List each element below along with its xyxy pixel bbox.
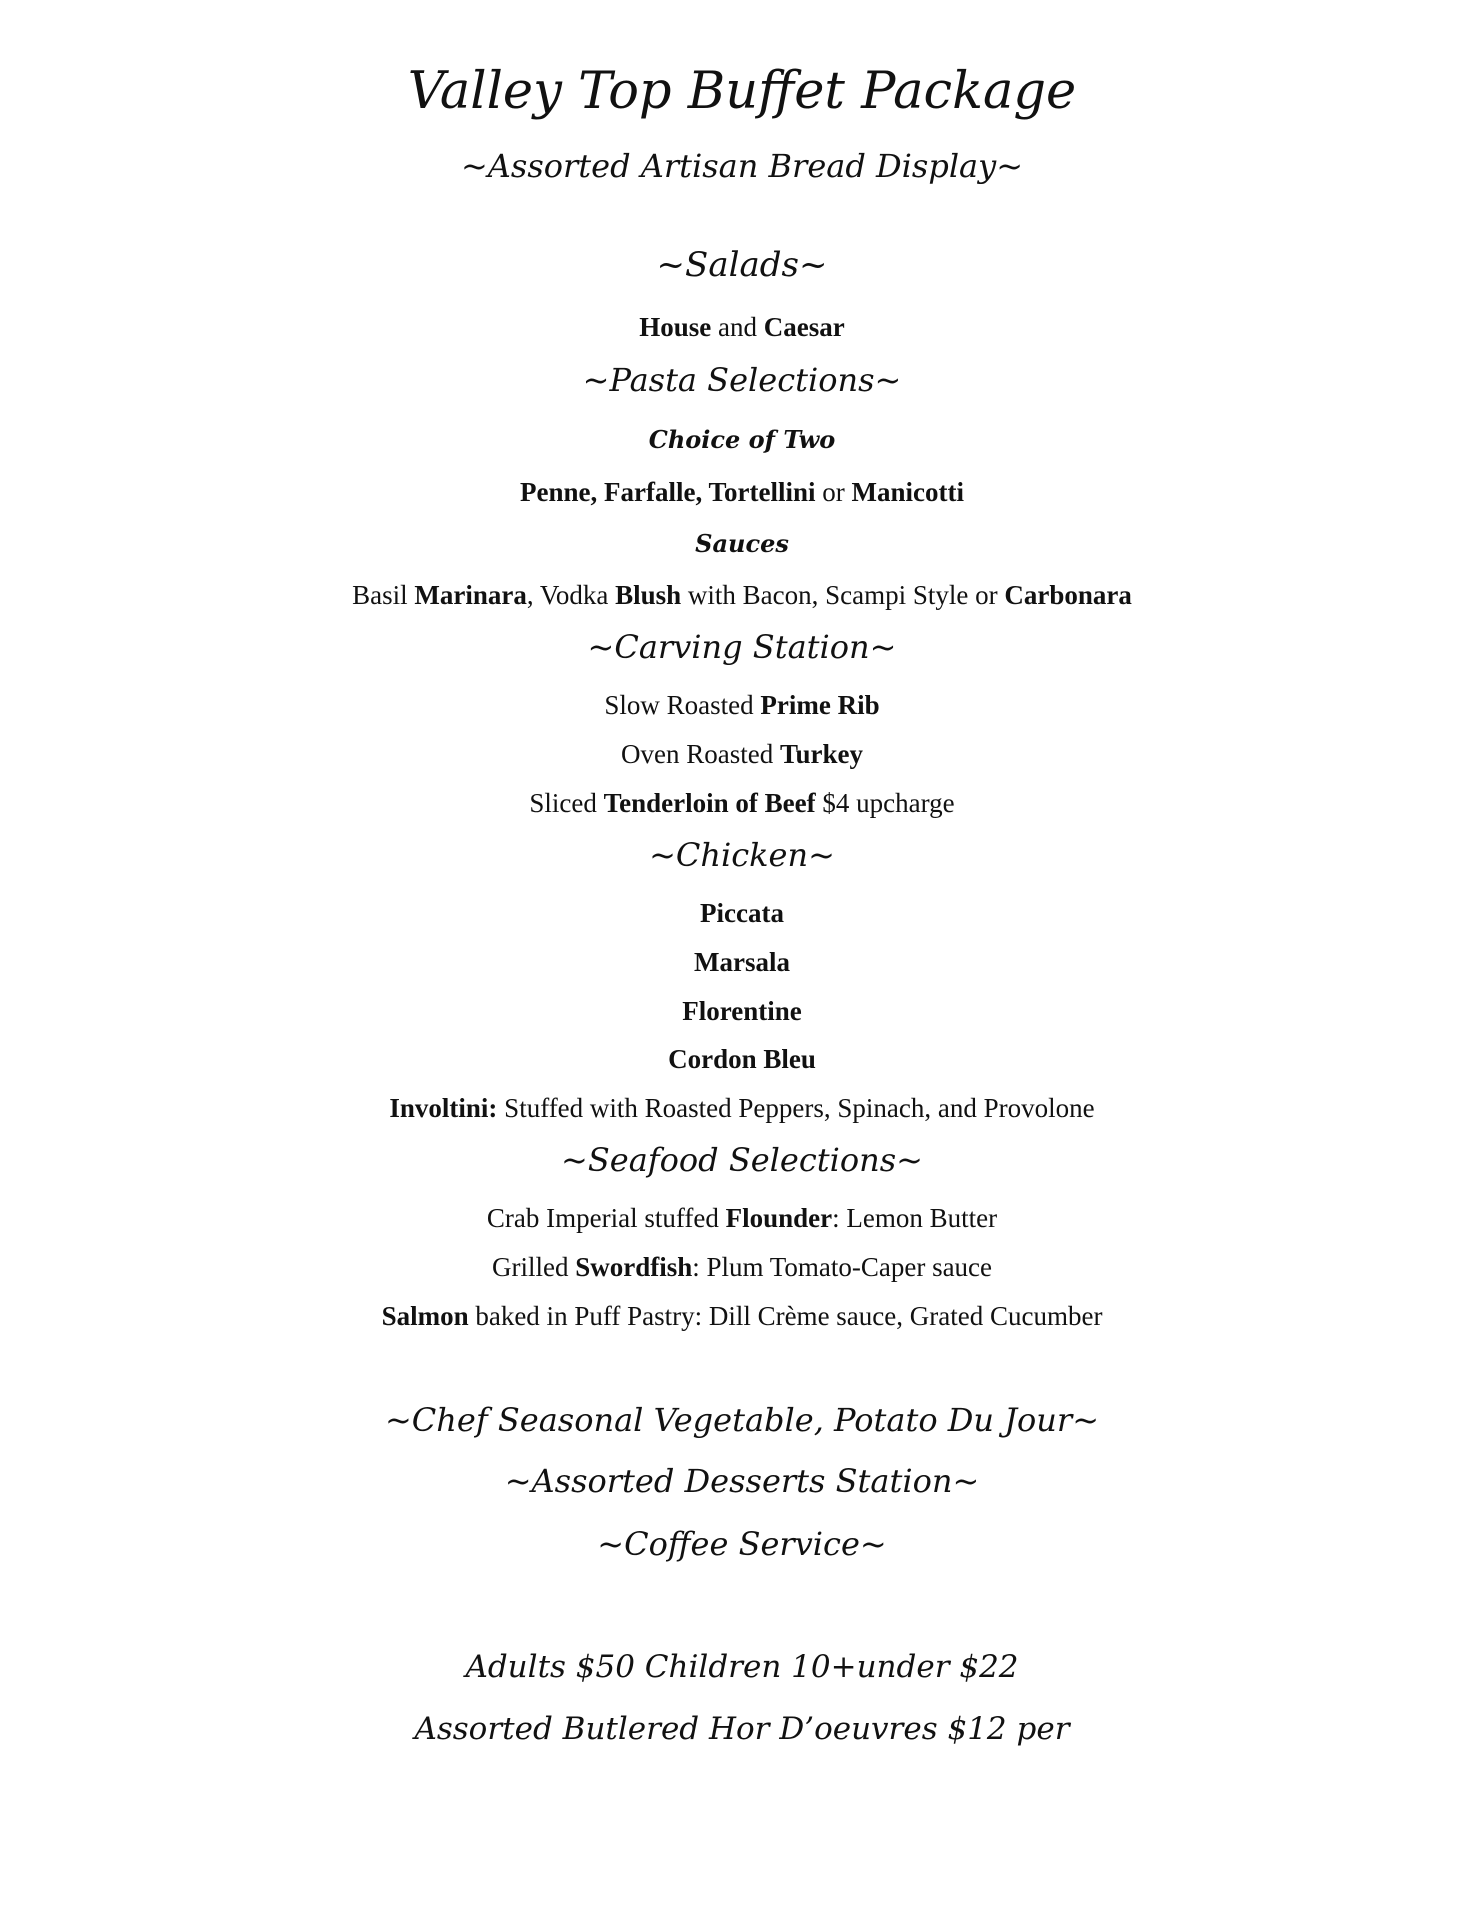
- pasta-sauces: Basil Marinara, Vodka Blush with Bacon, Scampi Style or Carbonara: [352, 580, 1132, 610]
- extra-desserts: ~Assorted Desserts Station~: [504, 1462, 980, 1500]
- seafood-heading: ~Seafood Selections~: [561, 1141, 923, 1179]
- menu-title: Valley Top Buffet Package: [407, 62, 1077, 121]
- extra-coffee: ~Coffee Service~: [597, 1525, 887, 1563]
- pricing-hors-doeuvres: Assorted Butlered Hor D’oeuvres $12 per: [414, 1711, 1070, 1747]
- chicken-involtini: Involtini: Stuffed with Roasted Peppers, Spinach, and Provolone: [389, 1093, 1095, 1123]
- chicken-heading: ~Chicken~: [649, 836, 835, 874]
- extra-vegetable-potato: ~Chef Seasonal Vegetable, Potato Du Jour~: [384, 1401, 1100, 1439]
- pasta-sauces-label: Sauces: [695, 529, 789, 558]
- chicken-item: Cordon Bleu: [668, 1044, 816, 1074]
- pasta-choice-label: Choice of Two: [648, 425, 836, 454]
- chicken-item: Marsala: [694, 947, 790, 977]
- salads-line: House and Caesar: [639, 312, 845, 342]
- seafood-item: Salmon baked in Puff Pastry: Dill Crème sauce, Grated Cucumber: [381, 1301, 1103, 1331]
- carving-item: Oven Roasted Turkey: [621, 739, 863, 769]
- salads-heading: ~Salads~: [656, 245, 828, 285]
- pricing-adults-children: Adults $50 Children 10+under $22: [465, 1649, 1019, 1685]
- carving-item: Slow Roasted Prime Rib: [604, 690, 880, 720]
- carving-heading: ~Carving Station~: [587, 628, 897, 666]
- pasta-heading: ~Pasta Selections~: [582, 361, 902, 399]
- carving-item: Sliced Tenderloin of Beef $4 upcharge: [529, 788, 955, 818]
- seafood-item: Crab Imperial stuffed Flounder: Lemon Butter: [486, 1203, 998, 1233]
- bread-display: ~Assorted Artisan Bread Display~: [460, 147, 1024, 185]
- pasta-shapes: Penne, Farfalle, Tortellini or Manicotti: [520, 477, 964, 507]
- chicken-item: Piccata: [700, 898, 784, 928]
- chicken-item: Florentine: [682, 996, 802, 1026]
- seafood-item: Grilled Swordfish: Plum Tomato-Caper sauce: [491, 1252, 993, 1282]
